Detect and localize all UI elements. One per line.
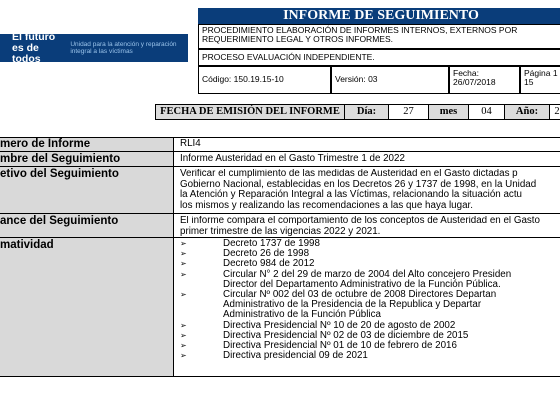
report-title: INFORME DE SEGUIMIENTO xyxy=(198,8,560,24)
row-label-numero: mero de Informe xyxy=(0,138,91,150)
page-cell xyxy=(520,66,560,94)
objetivo-line: la Atención y Reparación Integral a las Víctimas, relacionando la situación actu xyxy=(180,189,522,200)
objetivo-line: Verificar el cumplimiento de las medidas de Austeridad en el Gasto dictadas p xyxy=(180,169,518,179)
row-value-nombre: Informe Austeridad en el Gasto Trimestre 1 de 2022 xyxy=(180,153,405,164)
row-label-normatividad: matividad xyxy=(0,239,54,251)
table-rule xyxy=(0,213,560,214)
normatividad-line: Director del Departamento Administrativo de la Función Pública. xyxy=(223,278,501,290)
table-rule xyxy=(0,237,560,238)
date-value: 26/07/2018 xyxy=(453,77,496,87)
page-label: Página 1 xyxy=(524,68,558,78)
version-text: Versión: 03 xyxy=(335,74,378,84)
procedure-text: PROCEDIMIENTO ELABORACIÓN DE INFORMES INTERNOS, EXTERNOS POR REQUERIMIENTO LEGAL Y OTROS INFORMES. xyxy=(202,25,518,44)
logo-banner xyxy=(0,30,188,65)
bullet-arrow-icon: ➢ xyxy=(180,320,187,330)
normatividad-line: Directiva Presidencial Nº 10 de 20 de agosto de 2002 xyxy=(223,319,456,331)
emission-label: FECHA DE EMISIÓN DEL INFORME xyxy=(156,105,345,119)
page-value: 15 xyxy=(524,77,534,87)
normatividad-line: Administrativo de la Función Pública xyxy=(223,309,381,321)
normatividad-item xyxy=(180,351,560,361)
row-value-objetivo xyxy=(180,169,560,211)
alcance-line: El informe compara el comportamiento de los conceptos de Austeridad en el Gasto xyxy=(180,216,540,226)
bullet-arrow-icon: ➢ xyxy=(180,259,187,269)
bullet-arrow-icon: ➢ xyxy=(180,341,187,351)
month-value: 04 xyxy=(469,105,505,119)
process-text: PROCESO EVALUACIÓN INDEPENDIENTE. xyxy=(202,52,375,62)
normatividad-line: Directiva Presidencial Nº 02 de 03 de diciembre de 2015 xyxy=(223,329,469,341)
normatividad-line: Circular Nº 002 del 03 de octubre de 2008 Directores Departan xyxy=(223,289,497,301)
normatividad-list xyxy=(180,239,560,361)
code-text: Código: 150.19.15-10 xyxy=(202,74,284,84)
table-rule xyxy=(0,376,560,377)
objetivo-line: los mismos y realizando las recomendaciones a las que haya lugar. xyxy=(180,199,473,211)
normatividad-line: Decreto 1737 de 1998 xyxy=(223,239,320,249)
row-value-alcance xyxy=(180,216,560,237)
normatividad-line: Decreto 26 de 1998 xyxy=(223,248,310,260)
report-table xyxy=(0,137,560,377)
normatividad-line: Decreto 984 de 2012 xyxy=(223,258,315,270)
logo-area xyxy=(0,4,196,87)
bullet-arrow-icon: ➢ xyxy=(180,290,187,300)
alcance-line: primer trimestre de las vigencias 2022 y 2021. xyxy=(180,225,381,237)
day-value: 27 xyxy=(389,105,429,119)
logo-sub-text: Unidad para la atención y reparación integral a las víctimas xyxy=(70,40,177,55)
day-label: Día: xyxy=(345,105,389,119)
row-label-alcance: ance del Seguimiento xyxy=(0,215,119,227)
normatividad-line: Circular N° 2 del 29 de marzo de 2004 del Alto concejero Presiden xyxy=(223,268,512,280)
month-label: mes xyxy=(429,105,469,119)
table-divider xyxy=(173,137,174,377)
normatividad-line: Directiva Presidencial Nº 01 de 10 de febrero de 2016 xyxy=(223,340,457,352)
table-rule xyxy=(0,166,560,167)
row-label-nombre: mbre del Seguimiento xyxy=(0,153,121,165)
bullet-arrow-icon: ➢ xyxy=(180,269,187,279)
date-label: Fecha: xyxy=(453,68,479,78)
year-label: Año: xyxy=(505,105,550,119)
row-value-numero: RLI4 xyxy=(180,138,201,149)
normatividad-line: Administrativo de la Presidencia de la Republica y Departar xyxy=(223,299,482,311)
bullet-arrow-icon: ➢ xyxy=(180,351,187,361)
bullet-arrow-icon: ➢ xyxy=(180,249,187,259)
normatividad-item xyxy=(180,290,560,321)
date-cell xyxy=(449,66,520,94)
process-cell xyxy=(198,49,560,66)
row-label-objetivo: etivo del Seguimiento xyxy=(0,168,119,180)
normatividad-item xyxy=(180,270,560,290)
normatividad-line: Directiva presidencial 09 de 2021 xyxy=(223,350,368,362)
version-cell xyxy=(331,66,449,94)
objetivo-line: Gobierno Nacional, establecidas en los Decretos 26 y 1737 de 1998, en la Unidad xyxy=(180,178,537,190)
procedure-cell xyxy=(198,24,560,49)
table-rule xyxy=(0,151,560,152)
year-value: 2 xyxy=(554,106,560,117)
code-cell xyxy=(198,66,331,94)
bullet-arrow-icon: ➢ xyxy=(180,330,187,340)
bullet-arrow-icon: ➢ xyxy=(180,239,187,248)
logo-main-text: El futuro es de todos xyxy=(12,30,56,65)
emission-date-strip xyxy=(155,104,560,120)
